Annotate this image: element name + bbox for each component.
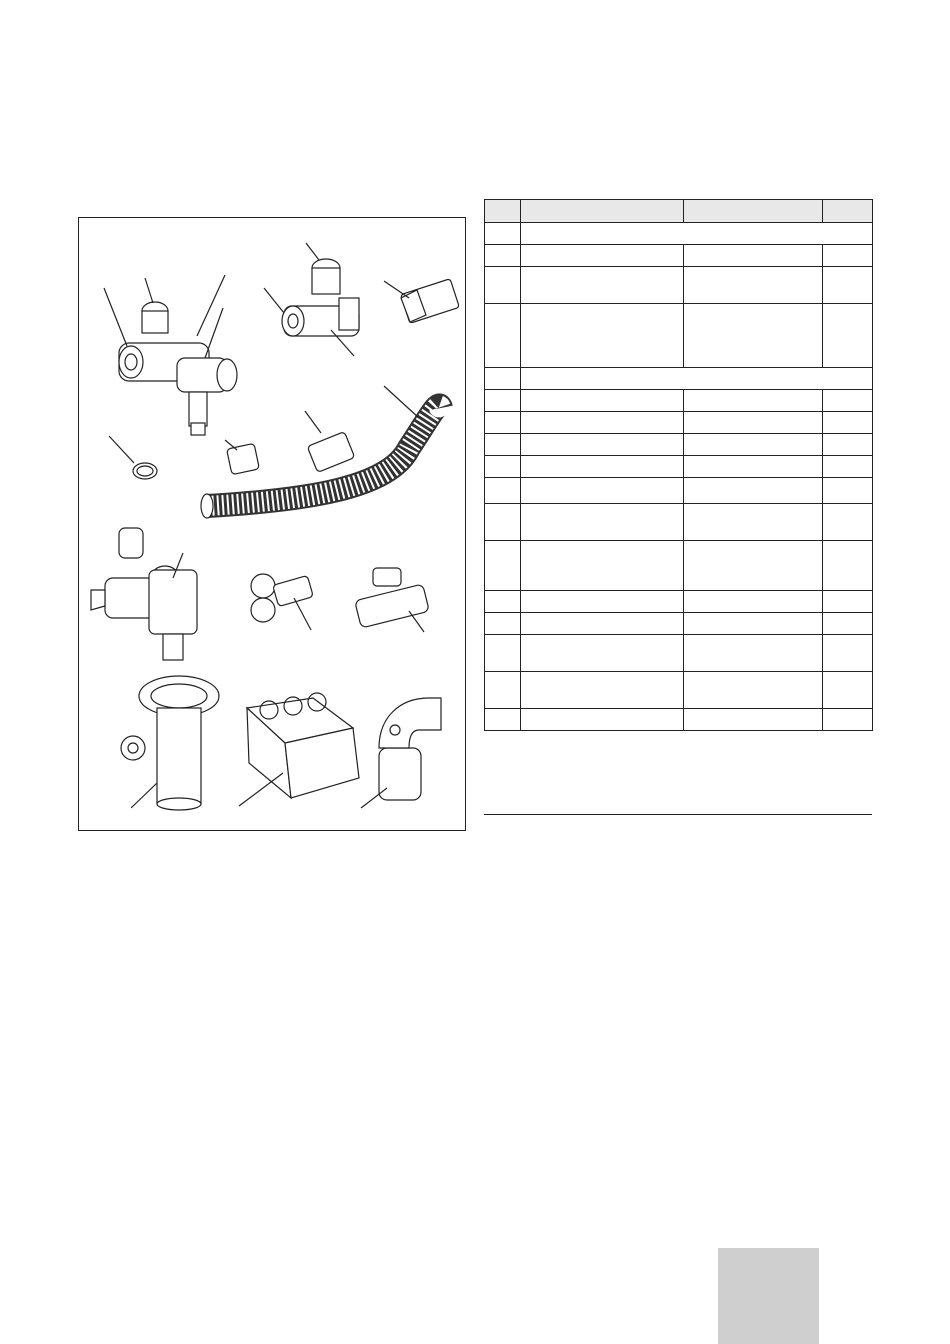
service-valve-icon: [264, 243, 359, 356]
table-cell: [823, 434, 873, 456]
table-cell: [521, 412, 684, 434]
table-section-row: [485, 223, 873, 245]
table-cell: [485, 412, 521, 434]
table-row: [485, 504, 873, 541]
header-cell: [823, 200, 873, 223]
table-row: [485, 672, 873, 709]
table-cell: [521, 504, 684, 541]
table-cell: [485, 304, 521, 368]
table-cell: [521, 613, 684, 635]
parts-table: [484, 199, 873, 731]
header-cell: [684, 200, 823, 223]
table-cell: [485, 223, 521, 245]
table-row: [485, 591, 873, 613]
table-cell: [684, 478, 823, 504]
table-row: [485, 304, 873, 368]
table-cell: [521, 456, 684, 478]
table-cell: [485, 541, 521, 591]
compression-fitting-icon: [305, 411, 355, 472]
table-cell: [521, 709, 684, 731]
table-cell: [823, 412, 873, 434]
sealing-ring-icon: [109, 436, 157, 479]
table-cell: [485, 635, 521, 672]
drain-funnel-icon: [121, 676, 219, 810]
table-cell: [485, 456, 521, 478]
table-cell: [823, 504, 873, 541]
table-cell: [521, 541, 684, 591]
table-cell: [823, 245, 873, 267]
table-cell: [521, 635, 684, 672]
table-row: [485, 456, 873, 478]
table-cell: [823, 478, 873, 504]
table-row: [485, 478, 873, 504]
table-row: [485, 390, 873, 412]
table-cell: [485, 390, 521, 412]
table-cell: [521, 267, 684, 304]
table-cell: [684, 504, 823, 541]
table-cell: [485, 591, 521, 613]
table-section-row: [485, 368, 873, 390]
nipple-icon: [225, 440, 259, 475]
table-cell: [684, 304, 823, 368]
table-cell: [521, 478, 684, 504]
wall-bracket-icon: [239, 693, 359, 806]
table-cell: [521, 223, 873, 245]
table-cell: [823, 709, 873, 731]
table-cell: [823, 304, 873, 368]
table-cell: [684, 267, 823, 304]
table-cell: [485, 478, 521, 504]
table-cell: [823, 456, 873, 478]
table-row: [485, 635, 873, 672]
table-cell: [485, 368, 521, 390]
table-cell: [823, 635, 873, 672]
table-cell: [823, 672, 873, 709]
table-cell: [521, 245, 684, 267]
ball-valve-icon: [355, 568, 430, 632]
table-cell: [684, 541, 823, 591]
table-cell: [521, 591, 684, 613]
table-cell: [521, 672, 684, 709]
table-cell: [521, 368, 873, 390]
table-row: [485, 245, 873, 267]
table-cell: [823, 541, 873, 591]
threaded-adapter-icon: [384, 279, 459, 324]
table-header-row: [485, 200, 873, 223]
tee-fitting-icon: [251, 574, 313, 630]
table-cell: [823, 613, 873, 635]
table-cell: [521, 434, 684, 456]
table-cell: [823, 390, 873, 412]
table-cell: [684, 613, 823, 635]
table-cell: [485, 245, 521, 267]
table-cell: [823, 591, 873, 613]
table-cell: [485, 434, 521, 456]
table-cell: [684, 434, 823, 456]
table-cell: [684, 709, 823, 731]
section-divider: [484, 814, 872, 815]
service-valve-assembly-icon: [104, 275, 237, 435]
table-cell: [521, 390, 684, 412]
table-row: [485, 709, 873, 731]
table-cell: [684, 245, 823, 267]
table-cell: [485, 504, 521, 541]
safety-group-icon: [91, 528, 197, 660]
table-cell: [823, 267, 873, 304]
page-tab-marker: [718, 1248, 819, 1344]
table-row: [485, 412, 873, 434]
table-cell: [684, 412, 823, 434]
table-cell: [485, 613, 521, 635]
angle-elbow-icon: [361, 698, 441, 808]
table-row: [485, 613, 873, 635]
table-cell: [684, 591, 823, 613]
table-row: [485, 434, 873, 456]
table-cell: [684, 635, 823, 672]
table-row: [485, 541, 873, 591]
table-cell: [485, 267, 521, 304]
parts-illustration: [78, 217, 466, 831]
table-cell: [684, 390, 823, 412]
table-cell: [485, 709, 521, 731]
header-cell: [521, 200, 684, 223]
header-cell: [485, 200, 521, 223]
table-row: [485, 267, 873, 304]
table-cell: [485, 672, 521, 709]
table-cell: [521, 304, 684, 368]
table-cell: [684, 456, 823, 478]
table-cell: [684, 672, 823, 709]
